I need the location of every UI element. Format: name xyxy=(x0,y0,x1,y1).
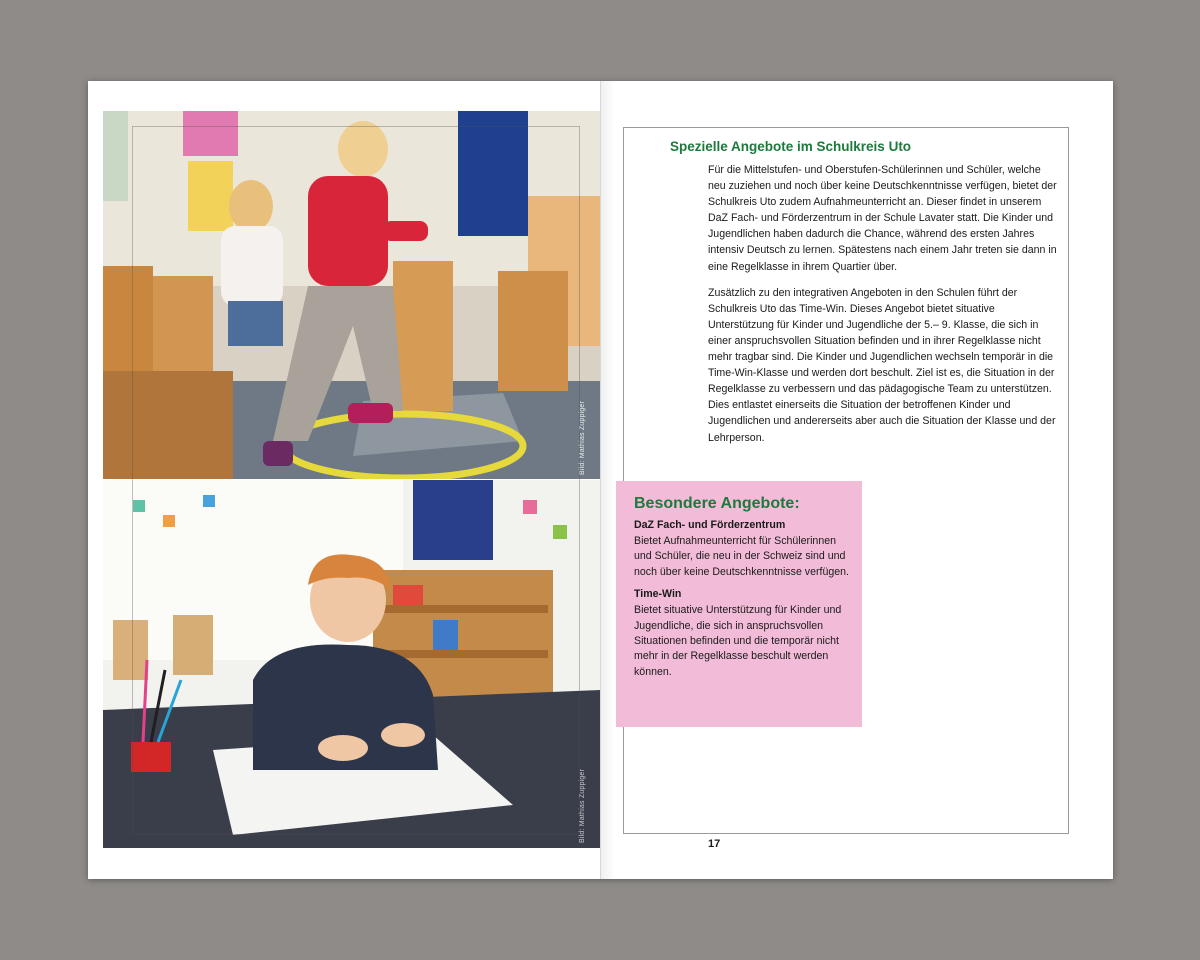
box-item-title: DaZ Fach- und Förderzentrum xyxy=(634,519,786,531)
box-item-title: Time-Win xyxy=(634,588,682,601)
page-number: 17 xyxy=(708,838,721,850)
photo2-credit: Bild: Mathias Zuppiger xyxy=(579,768,586,843)
box-item-text: Bietet situative Unterstützung für Kinder und Jugendliche, die sich in anspruchsvollen Situationen befinden und die temporär nicht mehr in der Regelklasse beschult werden können. xyxy=(634,604,842,678)
box-item-text: Bietet Aufnahmeunterricht für Schülerinnen und Schüler, die neu in der Schweiz sind und noch über keine Deutschkenntnisse verfügen. xyxy=(634,535,849,578)
booklet-spread xyxy=(88,81,1113,879)
section-heading: Spezielle Angebote im Schulkreis Uto xyxy=(670,139,912,154)
photo-boy-drawing xyxy=(103,480,600,848)
paragraph: Zusätzlich zu den integrativen Angeboten in den Schulen führt der Schulkreis Uto das Time-Win. Dieses Angebot bietet situative Unterstützung für Kinder und Jugendliche der 5.– 9. Klasse, die sich in einer anspruchsvollen Situation befinden und in ihrer Regelklasse nicht mehr tragbar sind. Die Kinder und Jugendlichen wechseln temporär in die Time-Win-Klasse und werden dort beschult. Ziel ist es, die Situation in der Regelklasse zu verbessern und das pädagogische Team zu unterstützen. Dies entlastet einerseits die Situation der betroffenen Kinder und Jugendlichen und andererseits aber auch die Situation der Klasse und der Lehrperson. xyxy=(708,286,1056,444)
photo1-credit: Bild: Mathias Zuppiger xyxy=(579,400,586,475)
box-title: Besondere Angebote: xyxy=(634,495,800,512)
special-offers-box xyxy=(616,481,862,727)
gutter-shadow xyxy=(601,81,615,879)
paragraph: Für die Mittelstufen- und Oberstufen-Schülerinnen und Schüler, welche neu zuziehen und noch über keine Deutschkenntnisse verfügen, bietet der Schulkreis Uto zudem Aufnahmeunterricht an. Dieser findet in unserem DaZ Fach- und Förderzentrum in der Schule Lavater statt. Die Kinder und Jugendlichen haben dadurch die Chance, während des ersten Jahres intensiv Deutsch zu lernen. Spätestens nach einem Jahr treten sie dann in eine Regelklasse in ihrem Quartier über. xyxy=(708,164,1057,273)
body-text xyxy=(708,162,1060,456)
photo-children-playing xyxy=(103,111,600,479)
